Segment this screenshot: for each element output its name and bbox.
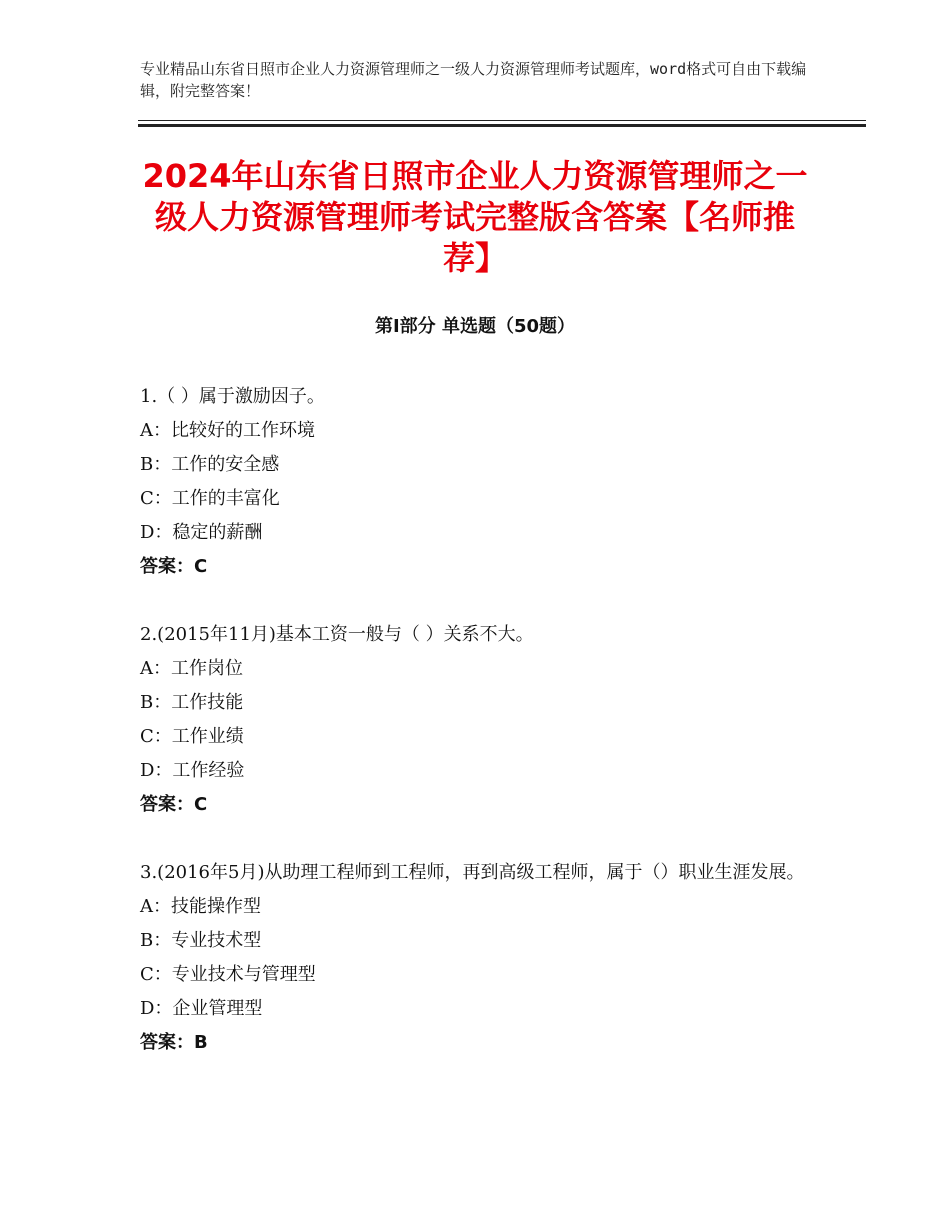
- question-stem: 1.（ ）属于激励因子。: [140, 386, 325, 407]
- header-divider-thick: [138, 124, 866, 127]
- header-note: 专业精品山东省日照市企业人力资源管理师之一级人力资源管理师考试题库，word格式可自由下载编辑，附完整答案！: [140, 60, 807, 100]
- answer: 答案：B: [140, 1032, 208, 1053]
- section-title: 第Ⅰ部分 单选题（50题）: [374, 316, 575, 337]
- option-a: A：工作岗位: [140, 658, 243, 679]
- option-d: D：工作经验: [140, 760, 245, 781]
- question-stem: 3.(2016年5月)从助理工程师到工程师，再到高级工程师，属于（）职业生涯发展。: [140, 862, 805, 883]
- question-item: [140, 380, 820, 584]
- document-title: 2024年山东省日照市企业人力资源管理师之一级人力资源管理师考试完整版含答案【名师推荐】: [142, 157, 808, 277]
- option-c: C：工作业绩: [140, 726, 244, 747]
- option-b: B：工作的安全感: [140, 454, 280, 475]
- option-c: C：专业技术与管理型: [140, 964, 316, 985]
- option-d: D：企业管理型: [140, 998, 263, 1019]
- header-divider-thin: [138, 120, 866, 121]
- answer: 答案：C: [140, 794, 208, 815]
- option-b: B：工作技能: [140, 692, 244, 713]
- question-list: [140, 380, 820, 1094]
- option-a: A：技能操作型: [140, 896, 261, 917]
- option-b: B：专业技术型: [140, 930, 262, 951]
- option-d: D：稳定的薪酬: [140, 522, 263, 543]
- option-a: A：比较好的工作环境: [140, 420, 315, 441]
- question-item: [140, 856, 820, 1060]
- question-item: [140, 618, 820, 822]
- question-stem: 2.(2015年11月)基本工资一般与（ ）关系不大。: [140, 624, 534, 645]
- option-c: C：工作的丰富化: [140, 488, 280, 509]
- answer: 答案：C: [140, 556, 208, 577]
